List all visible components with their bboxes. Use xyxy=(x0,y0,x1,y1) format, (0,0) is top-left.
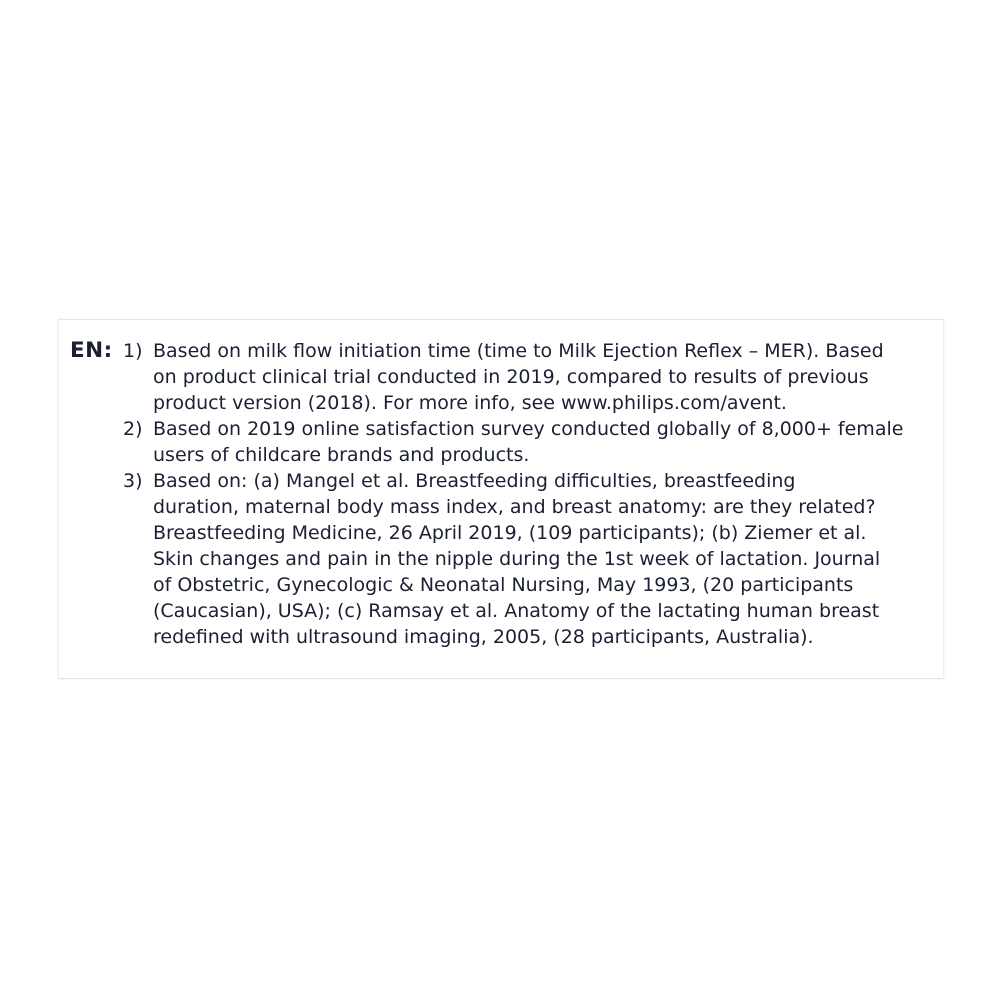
footnote-number: 2) xyxy=(123,418,143,440)
footnote-line: Based on milk flow initiation time (time to Milk Ejection Reflex – MER). Based xyxy=(153,340,884,362)
footnote-line: of Obstetric, Gynecologic & Neonatal Nursing, May 1993, (20 participants xyxy=(153,574,854,596)
footnote-1 xyxy=(123,338,937,416)
language-code: EN: xyxy=(70,338,113,363)
footnote-line: product version (2018). For more info, see www.philips.com/avent. xyxy=(153,392,787,414)
footnote-line: on product clinical trial conducted in 2019, compared to results of previous xyxy=(153,366,869,388)
footnote-number: 3) xyxy=(123,470,143,492)
footnote-line: Based on: (a) Mangel et al. Breastfeeding difficulties, breastfeeding xyxy=(153,470,796,492)
footnote-line: Based on 2019 online satisfaction survey conducted globally of 8,000+ female xyxy=(153,418,904,440)
footnote-3 xyxy=(123,468,937,650)
footnote-line: Breastfeeding Medicine, 26 April 2019, (109 participants); (b) Ziemer et al. xyxy=(153,522,867,544)
footnote-line: Skin changes and pain in the nipple during the 1st week of lactation. Journal xyxy=(153,548,881,570)
footnote-list xyxy=(123,338,937,650)
footnote-line: users of childcare brands and products. xyxy=(153,444,530,466)
footnote-number: 1) xyxy=(123,340,143,362)
footnote-line: (Caucasian), USA); (c) Ramsay et al. Anatomy of the lactating human breast xyxy=(153,600,880,622)
footnote-line: duration, maternal body mass index, and breast anatomy: are they related? xyxy=(153,496,876,518)
footnote-panel xyxy=(58,319,944,679)
footnote-2 xyxy=(123,416,937,468)
footnote-line: redefined with ultrasound imaging, 2005, (28 participants, Australia). xyxy=(153,626,814,648)
